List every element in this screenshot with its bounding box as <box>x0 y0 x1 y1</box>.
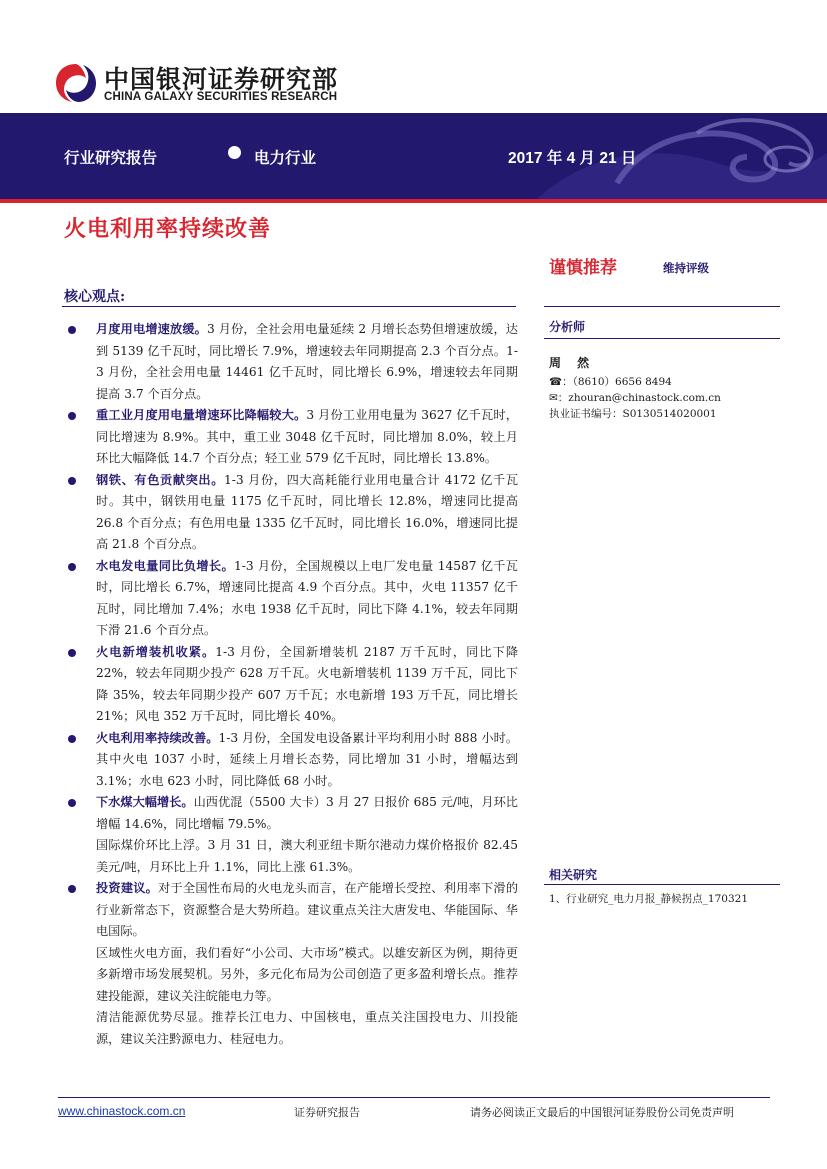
core-point <box>68 728 518 793</box>
rating-sub: 维持评级 <box>663 261 709 275</box>
bullet-icon <box>68 563 76 571</box>
website-link[interactable]: www.chinastock.com.cn <box>58 1104 186 1118</box>
report-date: 2017 年 4 月 21 日 <box>508 150 637 167</box>
point-text: 1-3 月份，四大高耗能行业用电量合计 4172 亿千瓦时。其中，钢铁用电量 1175 亿千瓦时，同比增长 12.8%，增速同比提高 26.8 个百分点；有色用电量 1335 亿千瓦时，同比增长 16.0%，增速同比提高 21.8 个百分点。 <box>96 472 519 551</box>
coal-extra: 国际煤价环比上浮。3 月 31 日，澳大利亚纽卡斯尔港动力煤价格报价 82.45 美元/吨，月环比上升 1.1%，同比上涨 61.3%。 <box>96 838 518 874</box>
bullet-icon <box>68 477 76 485</box>
report-type: 行业研究报告 <box>64 149 158 167</box>
bullet-icon <box>228 146 241 159</box>
point-lead: 投资建议。 <box>96 881 159 895</box>
divider <box>62 306 516 307</box>
rating-label: 谨慎推荐 <box>549 258 617 278</box>
divider <box>544 884 780 885</box>
galaxy-logo-icon <box>54 62 98 104</box>
footer-label: 证券研究报告 <box>294 1106 360 1119</box>
core-point <box>68 878 518 943</box>
divider <box>0 199 827 203</box>
analyst-phone: ☎：（8610）6656 8494 <box>549 376 672 388</box>
bullet-icon <box>68 799 76 807</box>
core-point <box>68 470 518 556</box>
analyst-heading: 分析师 <box>549 320 586 334</box>
core-points <box>68 319 518 1050</box>
point-lead: 下水煤大幅增长。 <box>96 795 194 809</box>
bullet-icon <box>68 412 76 420</box>
point-lead: 水电发电量同比负增长。 <box>96 558 234 573</box>
bullet-icon <box>68 649 76 657</box>
bullet-icon <box>68 326 76 334</box>
bullet-icon <box>68 885 76 893</box>
brand-name-en: CHINA GALAXY SECURITIES RESEARCH <box>104 91 338 103</box>
core-heading: 核心观点: <box>64 289 126 305</box>
analyst-license: 执业证书编号：S0130514020001 <box>549 408 717 420</box>
point-text: 1-3 月份，全国规模以上电厂发电量 14587 亿千瓦时，同比增长 6.7%，增速同比提高 4.9 个百分点。其中，火电 11357 亿千瓦时，同比增加 7.4%；水电 1938 亿千瓦时，同比下降 4.1%，较去年同期下滑 21.6 个百分点。 <box>96 558 518 637</box>
industry-label: 电力行业 <box>254 149 317 167</box>
invest-extra: 区域性火电方面，我们看好“小公司、大市场”模式。以雄安新区为例，期待更多新增市场发展契机。另外，多元化布局为公司创造了更多盈利增长点。推荐建投能源，建议关注皖能电力等。 <box>96 945 518 1003</box>
divider <box>58 1097 770 1098</box>
point-text: 对于全国性布局的火电龙头而言，在产能增长受控、利用率下滑的行业新常态下，资源整合是大势所趋。建议重点关注大唐发电、华能国际、华电国际。 <box>96 881 519 938</box>
point-lead: 火电利用率持续改善。 <box>96 730 219 745</box>
point-text: 3 月份工业用电量为 3627 亿千瓦时，同比增速为 8.9%。其中，重工业 3048 亿千瓦时，同比增加 8.0%，较上月环比大幅降低 14.7 个百分点；轻工业 579 亿千瓦时，同比增长 13.8%。 <box>96 408 518 465</box>
point-lead: 月度用电增速放缓。 <box>96 322 207 336</box>
report-title: 火电利用率持续改善 <box>64 217 272 242</box>
analyst-email[interactable]: ✉：zhouran@chinastock.com.cn <box>549 392 721 404</box>
core-point <box>68 556 518 642</box>
point-text: 1-3 月份，全国发电设备累计平均利用小时 888 小时。其中火电 1037 小时，延续上月增长态势，同比增加 31 小时，增幅达到 3.1%；水电 623 小时，同比降低 68 小时。 <box>96 730 519 788</box>
point-text: 山西优混（5500 大卡）3 月 27 日报价 685 元/吨，月环比增幅 14.6%，同比增幅 79.5%。 <box>96 795 518 831</box>
disclaimer-note: 请务必阅读正文最后的中国银河证券股份公司免责声明 <box>470 1106 734 1119</box>
point-lead: 火电新增装机收紧。 <box>96 644 216 659</box>
related-item[interactable]: 1、行业研究_电力月报_静候拐点_170321 <box>549 893 749 905</box>
related-heading: 相关研究 <box>549 868 598 882</box>
core-point <box>68 405 518 470</box>
bullet-icon <box>68 735 76 743</box>
point-text: 3 月份，全社会用电量延续 2 月增长态势但增速放缓，达到 5139 亿千瓦时，同比增长 7.9%，增速较去年同期提高 2.3 个百分点。1-3 月份，全社会用电量 14461 亿千瓦时，同比增长 6.9%，增速较去年同期提高 3.7 个百分点。 <box>96 322 518 401</box>
invest-extra: 清洁能源优势尽显。推荐长江电力、中国核电，重点关注国投电力、川投能源，建议关注黔源电力、桂冠电力。 <box>96 1010 518 1046</box>
divider <box>544 306 780 307</box>
core-point <box>68 642 518 728</box>
core-point <box>68 319 518 405</box>
point-lead: 重工业月度用电量增速环比降幅较大。 <box>96 408 307 422</box>
core-point <box>68 792 518 835</box>
point-text: 1-3 月份，全国新增装机 2187 万千瓦时，同比下降 22%，较去年同期少投产 628 万千瓦。火电新增装机 1139 万千瓦，同比下降 35%，较去年同期少投产 607 万千瓦；水电新增 193 万千瓦，同比增长 21%；风电 352 万千瓦时，同比增长 40%。 <box>96 644 519 723</box>
brand-name-cn: 中国银河证券研究部 <box>104 65 339 94</box>
point-lead: 钢铁、有色贡献突出。 <box>96 472 225 487</box>
analyst-name: 周 然 <box>549 356 596 370</box>
divider <box>544 338 780 339</box>
